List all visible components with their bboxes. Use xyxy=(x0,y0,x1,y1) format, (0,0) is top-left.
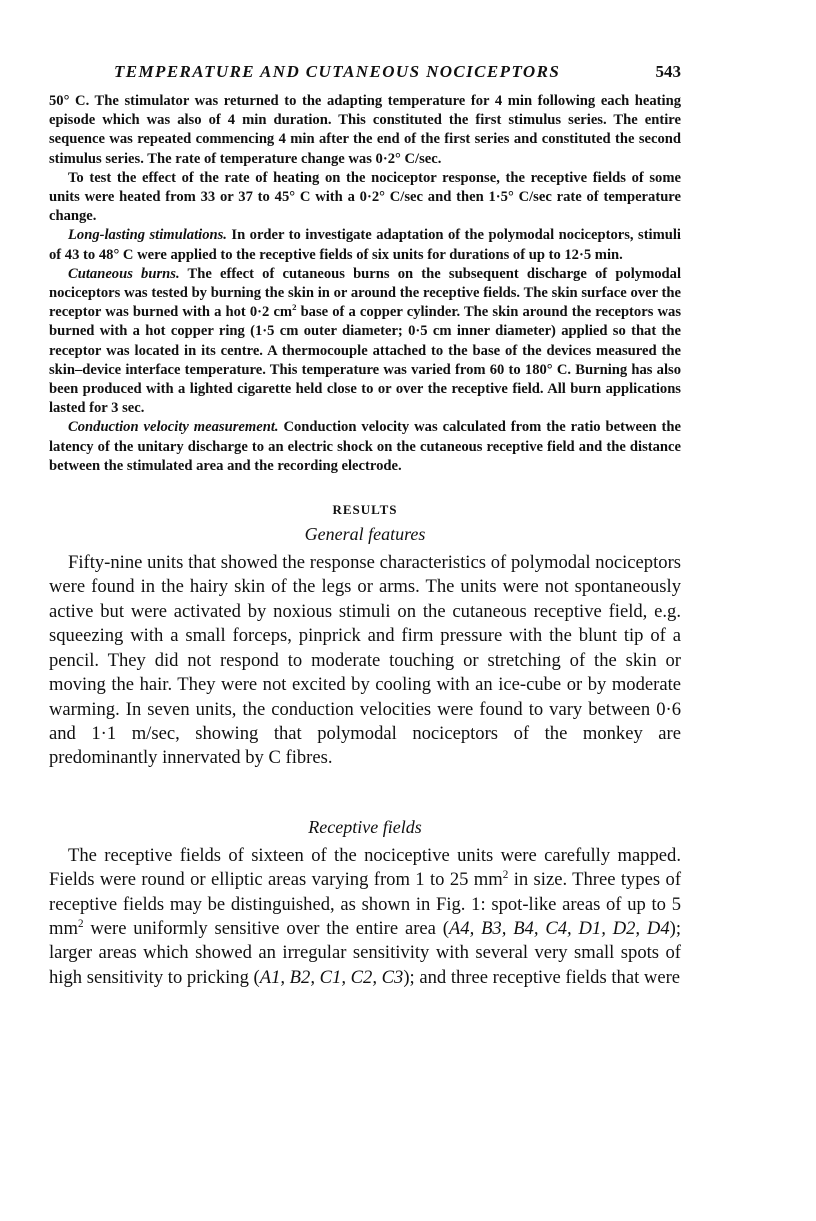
section-gap xyxy=(49,771,681,817)
rf-unit-list: A1, B2, C1, C2, C3 xyxy=(259,966,404,988)
paragraph-body: base of a copper cylinder. The skin around the receptors was burned with a hot copper ring (1·5 cm outer diameter; 0·5 cm inner diameter) applied so that the receptor was located in its centre. A thermocouple attached to the base of the devices measured the skin–device interface temperature. This temperature was varied from 60 to 180° C. Burning has also been produced with a lighted cigarette held close to or over the receptive field. All burn applications lasted for 3 sec. xyxy=(49,304,681,417)
superscript: 2 xyxy=(292,302,297,313)
methods-paragraph-2: To test the effect of the rate of heating on the nociceptor response, the receptive fields of some units were heated from 33 or 37 to 45° C with a 0·2° C/sec and then 1·5° C/sec rate of temperature change. xyxy=(49,169,681,225)
paragraph-body: In order to investigate adaptation of the polymodal nociceptors, stimuli of 43 to 48° C were applied to the receptive fields of six units for durations of up to 12·5 min. xyxy=(49,227,681,263)
rf-text: in size. Three types of receptive fields may be distinguished, as shown in Fig. 1: spot-like areas of up to 5 mm xyxy=(49,869,682,939)
methods-paragraph-1: 50° C. The stimulator was returned to the adapting temperature for 4 min following each heating episode which was also of 4 min duration. This constituted the first stimulus series. The entire sequence was repeated commencing 4 min after the end of the first series and constituted the second stimulus series. The rate of temperature change was 0·2° C/sec. xyxy=(49,93,681,167)
page-number: 543 xyxy=(655,62,681,81)
rf-text: ); larger areas which showed an irregular sensitivity with several very small spots of high sensitivity to pricking ( xyxy=(49,917,681,988)
superscript: 2 xyxy=(502,868,509,881)
general-features-section xyxy=(49,551,681,771)
page xyxy=(49,62,681,990)
paragraph-body: Conduction velocity was calculated from the ratio between the latency of the unitary discharge to an electric shock on the cutaneous receptive field and the distance between the stimulated area and the recording electrode. xyxy=(49,419,681,474)
paragraph-lead: Long-lasting stimulations. xyxy=(68,227,227,244)
results-heading: RESULTS xyxy=(332,502,398,518)
paragraph-lead: Conduction velocity measurement. xyxy=(68,419,279,436)
general-features-heading: General features xyxy=(304,524,426,545)
superscript: 2 xyxy=(77,917,84,930)
methods-paragraph-4 xyxy=(49,265,681,419)
rf-text: ); and three receptive fields that were xyxy=(403,966,681,988)
rf-unit-list: A4, B3, B4, C4, D1, D2, D4 xyxy=(448,917,670,939)
receptive-fields-heading: Receptive fields xyxy=(308,816,422,837)
receptive-fields-section xyxy=(49,844,681,990)
methods-paragraph-3 xyxy=(49,226,681,264)
receptive-fields-paragraph xyxy=(49,844,681,990)
rf-text: were uniformly sensitive over the entire area ( xyxy=(83,917,449,939)
running-head xyxy=(49,62,681,92)
general-features-paragraph: Fifty-nine units that showed the response characteristics of polymodal nociceptors were found in the hairy skin of the legs or arms. The units were not spontaneously active but were activated by noxious stimuli on the cutaneous receptive field, e.g. squeezing with a small forceps, pinprick and firm pressure with the blunt tip of a pencil. They did not respond to moderate touching or stretching of the skin or moving the hair. They were not excited by cooling with an ice-cube or by moderate warming. In seven units, the conduction velocities were found to vary between 0·6 and 1·1 m/sec, showing that polymodal nociceptors of the monkey are predominantly innervated by C fibres. xyxy=(49,552,681,769)
paragraph-body: The effect of cutaneous burns on the subsequent discharge of polymodal nociceptors was tested by burning the skin in or around the receptive fields. The skin surface over the receptor was burned with a hot 0·2 cm xyxy=(49,265,682,321)
paragraph-lead: Cutaneous burns. xyxy=(68,265,180,282)
running-title: TEMPERATURE AND CUTANEOUS NOCICEPTORS xyxy=(114,62,561,81)
methods-paragraph-5 xyxy=(49,418,681,476)
rf-text: The receptive fields of sixteen of the nociceptive units were carefully mapped. Fields were round or elliptic areas varying from 1 to 25 mm xyxy=(49,844,681,891)
methods-section xyxy=(49,92,681,476)
